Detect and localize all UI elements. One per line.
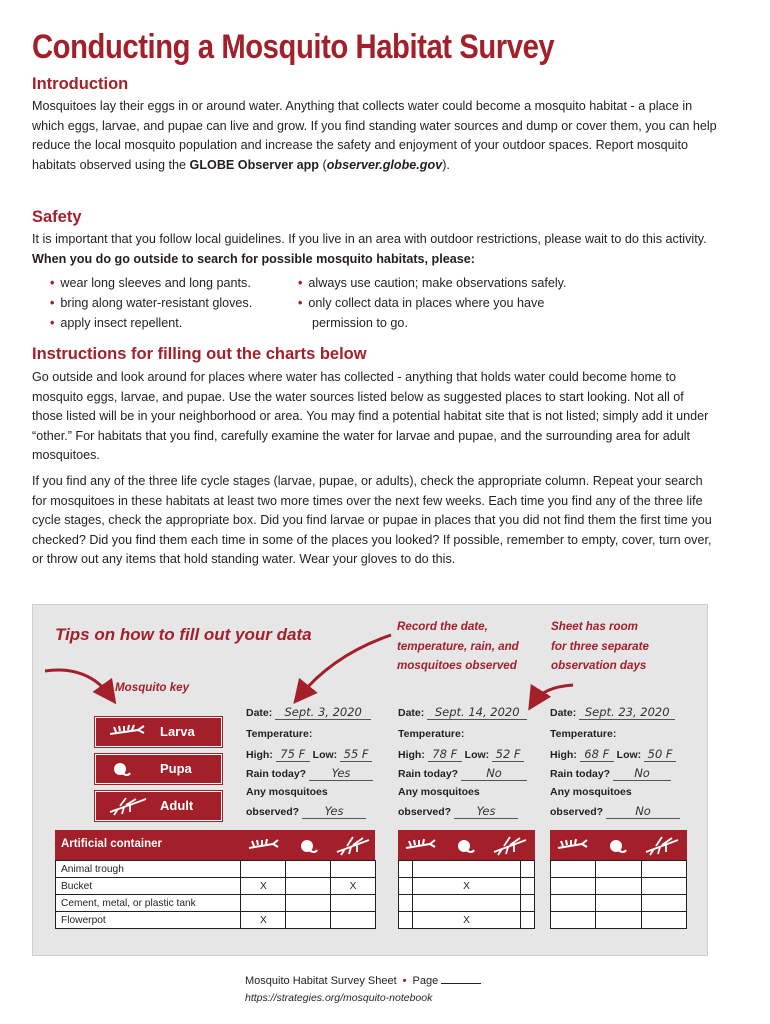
annotation-line: temperature, rain, and: [397, 639, 519, 653]
table-row: [551, 895, 687, 912]
observed-label: observed?: [246, 806, 300, 818]
safety-bold: When you do go outside to search for possible mosquito habitats, please:: [32, 251, 475, 266]
high-label: High:: [550, 749, 577, 761]
check-cell[interactable]: [551, 895, 596, 912]
high-value[interactable]: 75 F: [276, 747, 310, 762]
bullet-item: • always use caution; make observations safely.: [298, 274, 567, 294]
key-label: Adult: [160, 798, 194, 813]
pupa-icon: [108, 759, 148, 779]
annotation-line: mosquitoes observed: [397, 659, 517, 672]
safety-text: [32, 230, 722, 269]
rain-label: Rain today?: [550, 768, 611, 780]
intro-text: [32, 97, 722, 175]
app-url: observer.globe.gov: [326, 157, 443, 172]
check-cell[interactable]: [521, 895, 535, 912]
bullet-item: • apply insect repellent.: [50, 314, 252, 334]
check-cell[interactable]: X: [331, 878, 376, 895]
mosquitoes-label: Any mosquitoes: [550, 786, 632, 798]
row-name: Bucket: [56, 878, 241, 895]
instructions-para-1: Go outside and look around for places where water has collected - anything that holds water could become home to mosquito eggs, larvae, and pupae. Use the water sources listed below as suggested places to start looking. Not all of those listed will be in your neighborhood or area. You may find a potential habitat site that is not listed; simply add it under “other.” For habitats that you find, carefully examine the water for larvae and pupae, and the surrounding area for adult mosquitoes.: [32, 370, 709, 463]
check-cell[interactable]: [596, 912, 641, 929]
check-cell[interactable]: [286, 861, 331, 878]
page-title: Conducting a Mosquito Habitat Survey: [32, 28, 555, 66]
pupa-icon: [458, 840, 474, 852]
intro-heading: Introduction: [32, 75, 129, 93]
page-label: Page: [412, 975, 439, 987]
low-label: Low:: [464, 749, 490, 761]
table-row: [399, 878, 535, 895]
habitat-table-day-1: [55, 860, 376, 929]
check-cell[interactable]: [521, 912, 535, 929]
check-cell[interactable]: [331, 861, 376, 878]
tips-panel: [32, 604, 708, 956]
annotation-line: for three separate: [551, 639, 649, 653]
habitat-table-day-2: [398, 860, 535, 929]
paren-open: (: [319, 157, 327, 172]
footer: [245, 975, 481, 987]
annotation-line: Sheet has room: [551, 620, 638, 633]
date-label: Date:: [550, 707, 577, 719]
check-cell[interactable]: X: [412, 878, 520, 895]
table-row: [551, 878, 687, 895]
arrow-sheet: [533, 685, 573, 703]
page-number-field[interactable]: [441, 983, 481, 984]
check-cell[interactable]: [241, 861, 286, 878]
check-cell[interactable]: [641, 912, 686, 929]
table-header-day-3: [550, 830, 687, 860]
bullet-item: • bring along water-resistant gloves.: [50, 294, 252, 314]
check-cell[interactable]: [412, 895, 520, 912]
rain-value[interactable]: No: [613, 766, 671, 781]
instructions-heading: Instructions for filling out the charts below: [32, 345, 367, 363]
row-name: Animal trough: [56, 861, 241, 878]
table-row: [56, 912, 376, 929]
check-cell[interactable]: X: [241, 878, 286, 895]
check-cell[interactable]: [286, 895, 331, 912]
safety-bullets-left: [50, 274, 252, 333]
stage-icons: [402, 834, 532, 858]
high-label: High:: [246, 749, 273, 761]
larva-icon: [108, 722, 148, 742]
date-label: Date:: [246, 707, 273, 719]
check-cell[interactable]: [641, 861, 686, 878]
key-larva: [95, 717, 222, 747]
paren-close: ).: [442, 157, 450, 172]
key-adult: [95, 791, 222, 821]
temperature-label: Temperature:: [398, 728, 465, 740]
check-cell[interactable]: [286, 912, 331, 929]
observed-label: observed?: [398, 806, 452, 818]
stage-icons: [245, 834, 375, 858]
high-label: High:: [398, 749, 425, 761]
table-row: [551, 912, 687, 929]
key-pupa: [95, 754, 222, 784]
low-label: Low:: [616, 749, 642, 761]
check-cell[interactable]: [596, 895, 641, 912]
tips-title: Tips on how to fill out your data: [55, 625, 312, 644]
check-cell[interactable]: [399, 861, 413, 878]
rain-label: Rain today?: [246, 768, 307, 780]
rain-value[interactable]: Yes: [309, 766, 373, 781]
table-row: [551, 861, 687, 878]
mosquito-key-label: Mosquito key: [115, 681, 190, 694]
table-row: [399, 861, 535, 878]
low-value[interactable]: 50 F: [644, 747, 676, 762]
check-cell[interactable]: [412, 861, 520, 878]
table-header-day-2: [398, 830, 535, 860]
check-cell[interactable]: [551, 912, 596, 929]
safety-bullets-right: [298, 274, 567, 333]
high-value[interactable]: 68 F: [580, 747, 614, 762]
adult-mosquito-icon: [494, 837, 526, 855]
check-cell[interactable]: [596, 878, 641, 895]
arrow-record: [299, 635, 391, 697]
check-cell[interactable]: [641, 895, 686, 912]
check-cell[interactable]: [399, 895, 413, 912]
stage-icons: [554, 834, 684, 858]
safety-body: It is important that you follow local guidelines. If you live in an area with outdoor restrictions, please wait to do this activity.: [32, 232, 707, 246]
pupa-icon: [610, 840, 626, 852]
check-cell[interactable]: X: [412, 912, 520, 929]
check-cell[interactable]: [521, 878, 535, 895]
observed-value[interactable]: Yes: [302, 804, 366, 819]
date-value[interactable]: Sept. 14, 2020: [427, 705, 527, 720]
temperature-label: Temperature:: [246, 728, 313, 740]
larva-icon: [406, 839, 435, 848]
mosquitoes-label: Any mosquitoes: [246, 786, 328, 798]
table-row: [399, 912, 535, 929]
check-cell[interactable]: [286, 878, 331, 895]
check-cell[interactable]: [521, 861, 535, 878]
check-cell[interactable]: X: [241, 912, 286, 929]
safety-heading: Safety: [32, 208, 82, 226]
separator: •: [402, 975, 407, 987]
observed-label: observed?: [550, 806, 604, 818]
high-value[interactable]: 78 F: [428, 747, 462, 762]
date-label: Date:: [398, 707, 425, 719]
check-cell[interactable]: [399, 878, 413, 895]
observed-value[interactable]: Yes: [454, 804, 518, 819]
arrow-key: [45, 670, 111, 697]
check-cell[interactable]: [399, 912, 413, 929]
check-cell[interactable]: [596, 861, 641, 878]
artificial-container-label: Artificial container: [61, 838, 162, 850]
low-value[interactable]: 52 F: [492, 747, 524, 762]
temperature-label: Temperature:: [550, 728, 617, 740]
key-label: Larva: [160, 724, 195, 739]
adult-mosquito-icon: [337, 837, 369, 855]
row-name: Cement, metal, or plastic tank: [56, 895, 241, 912]
table-row: [56, 861, 376, 878]
date-value[interactable]: Sept. 3, 2020: [275, 705, 371, 720]
table-row: [56, 895, 376, 912]
instructions-para-2: If you find any of the three life cycle stages (larvae, pupae, or adults), check the appropriate column. Repeat your search for mosquitoes in these habitats at least two more times over the next few weeks. Each time you find any of the three life cycle stages, check the appropriate box. Did you find larvae or pupae in places that you did not find them the first time you checked? Did you find them each time in some of the places you looked? If possible, remember to empty, cover, turn over, or throw out any items that hold standing water. Wear your gloves to do this.: [32, 474, 712, 567]
row-name: Flowerpot: [56, 912, 241, 929]
larva-icon: [558, 839, 587, 848]
observed-value[interactable]: No: [606, 804, 680, 819]
mosquitoes-label: Any mosquitoes: [398, 786, 480, 798]
annotation-line: observation days: [551, 659, 647, 672]
key-label: Pupa: [160, 761, 192, 776]
sheet-name: Mosquito Habitat Survey Sheet: [245, 975, 397, 987]
bullet-item: • only collect data in places where you have: [298, 294, 567, 314]
intro-body: Mosquitoes lay their eggs in or around water. Anything that collects water could become a mosquito habitat - a place in which eggs, larvae, and pupae can live and grow. If you find standing water sources and dump or cover them, you can help reduce the local mosquito population and increase the safety and enjoyment of your outdoor spaces. Report mosquito habitats observed using the: [32, 99, 717, 172]
table-header-day-1: [55, 830, 375, 860]
check-cell[interactable]: [551, 861, 596, 878]
check-cell[interactable]: [641, 878, 686, 895]
adult-mosquito-icon: [108, 796, 148, 816]
bullet-item: • wear long sleeves and long pants.: [50, 274, 252, 294]
annotation-line: Record the date,: [397, 620, 488, 633]
larva-icon: [249, 839, 278, 848]
table-row: [399, 895, 535, 912]
table-row: [56, 878, 376, 895]
check-cell[interactable]: [551, 878, 596, 895]
footer-url: https://strategies.org/mosquito-notebook: [245, 992, 433, 1004]
app-name: GLOBE Observer app: [189, 157, 320, 172]
check-cell[interactable]: [331, 912, 376, 929]
low-value[interactable]: 55 F: [340, 747, 372, 762]
bullet-continuation: permission to go.: [312, 315, 408, 330]
date-value[interactable]: Sept. 23, 2020: [579, 705, 675, 720]
check-cell[interactable]: [331, 895, 376, 912]
rain-label: Rain today?: [398, 768, 459, 780]
low-label: Low:: [312, 749, 338, 761]
check-cell[interactable]: [241, 895, 286, 912]
pupa-icon: [301, 840, 317, 852]
rain-value[interactable]: No: [461, 766, 527, 781]
adult-mosquito-icon: [646, 837, 678, 855]
habitat-table-day-3: [550, 860, 687, 929]
